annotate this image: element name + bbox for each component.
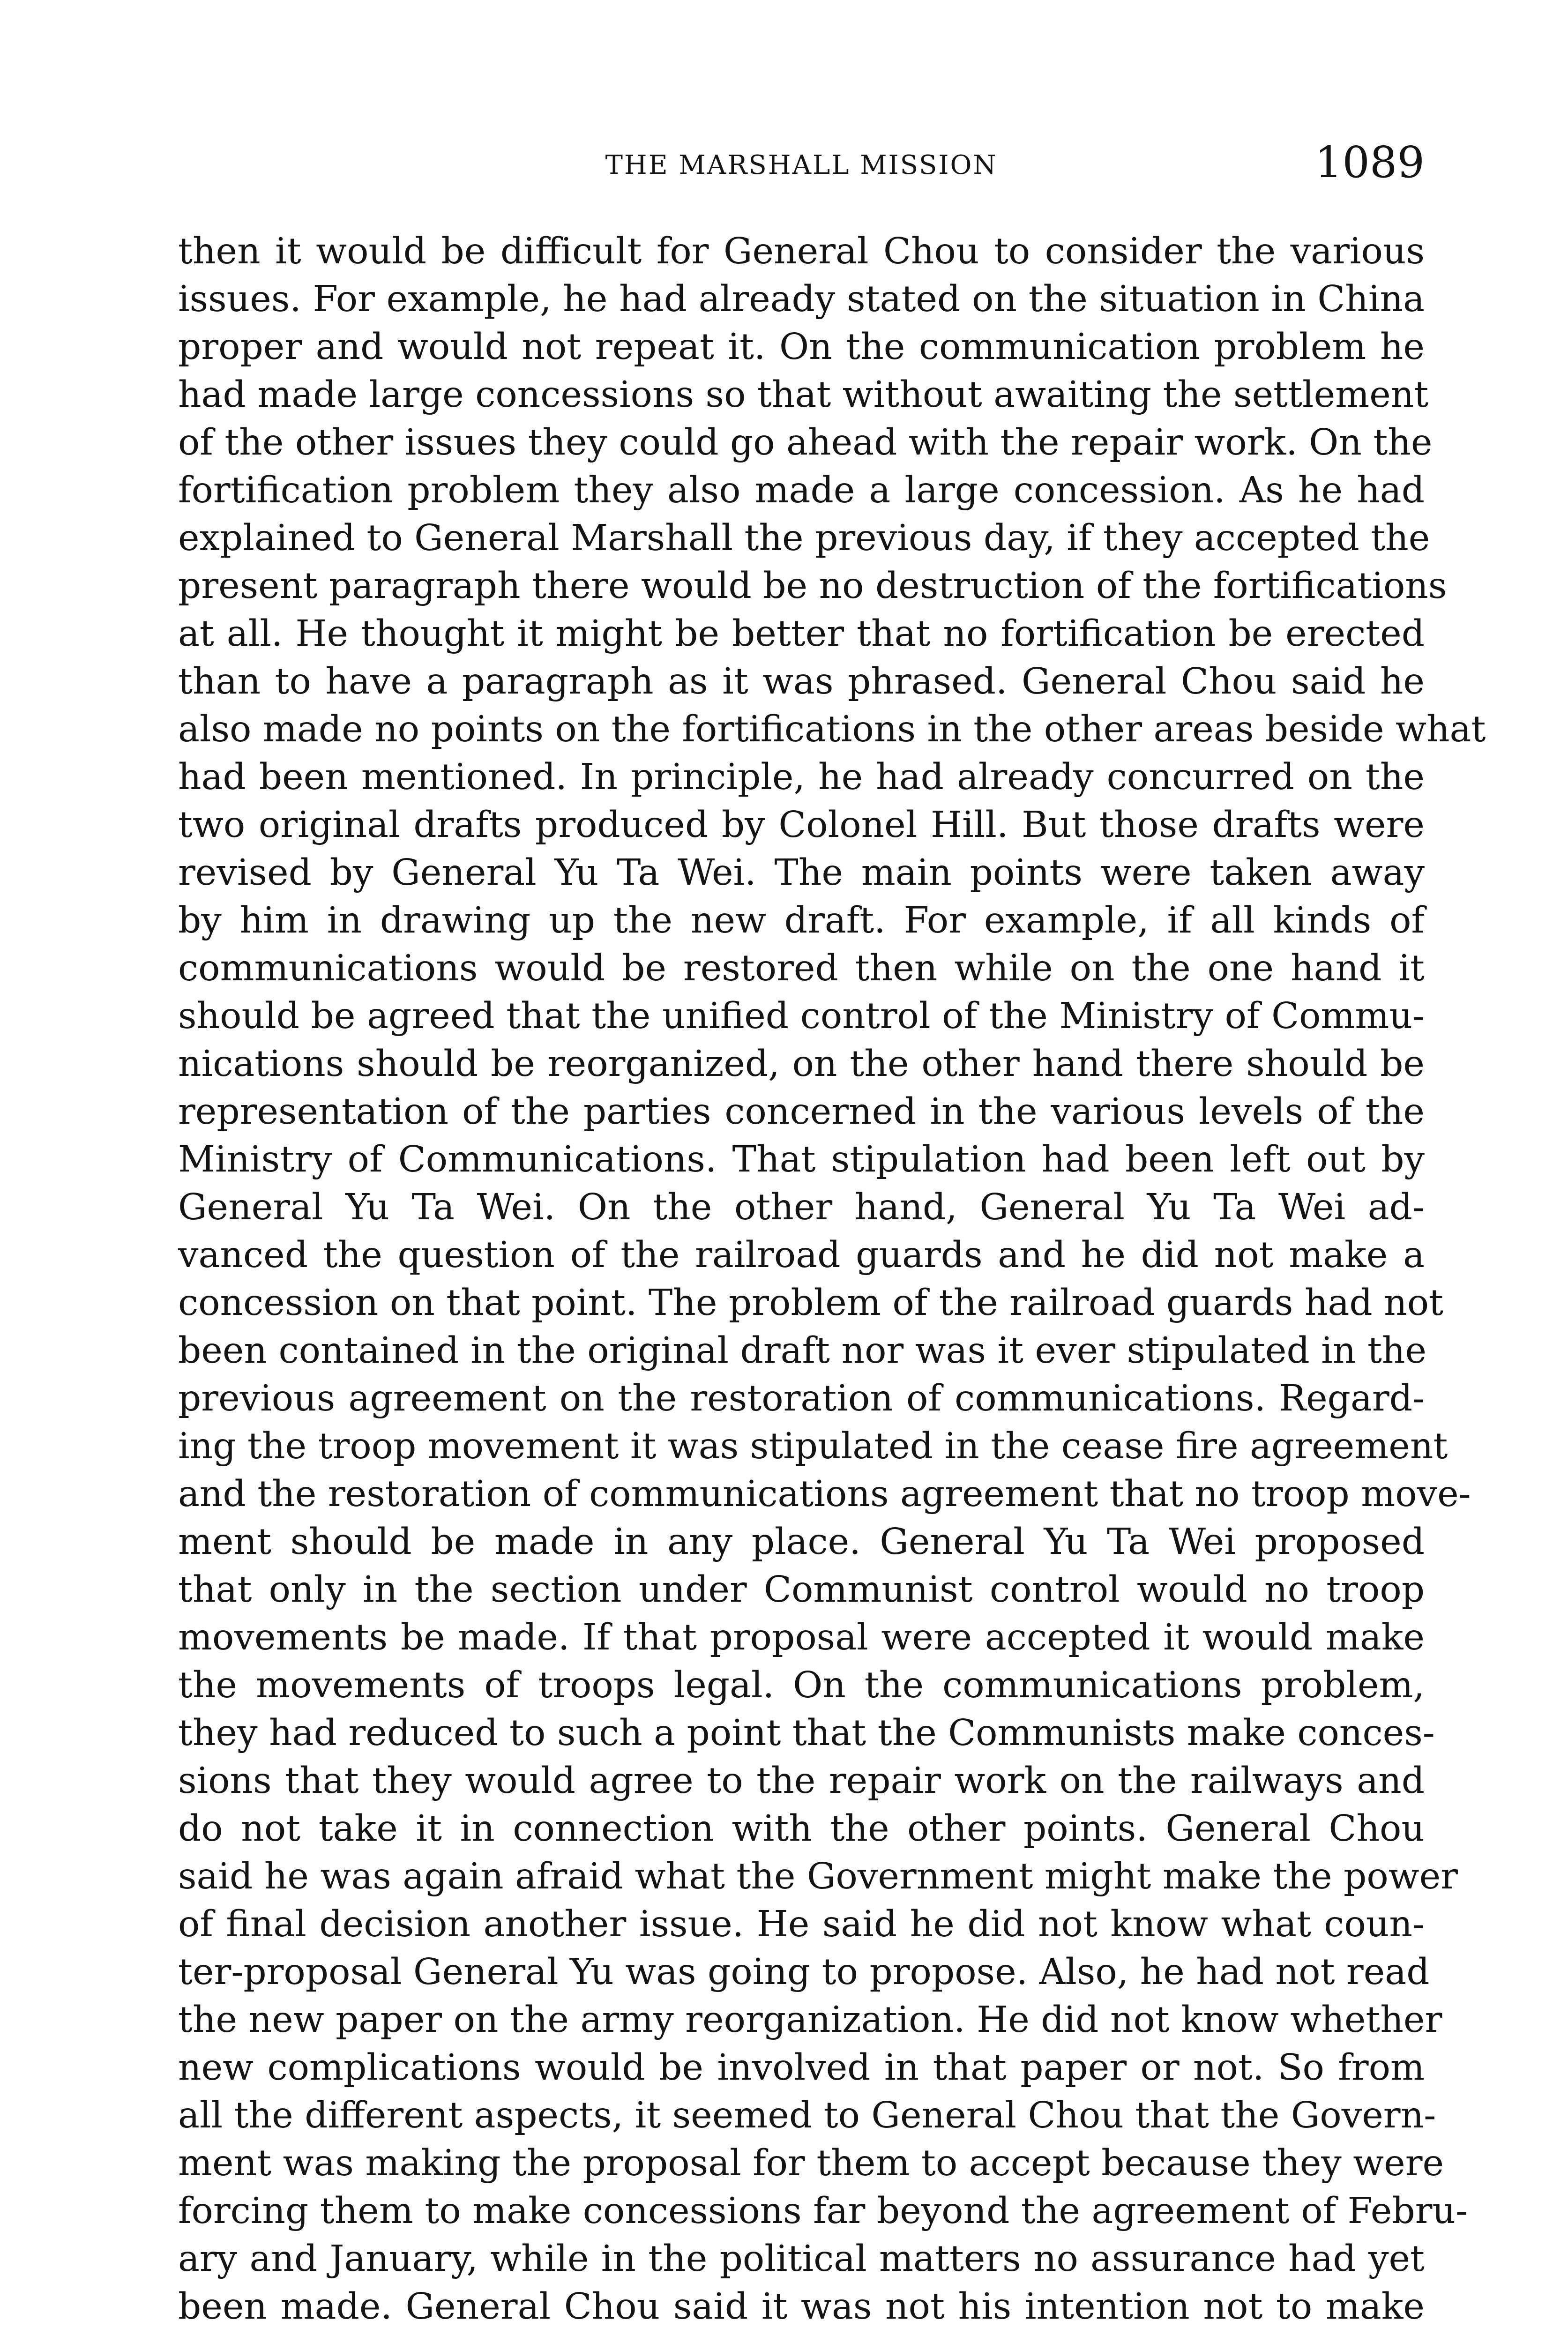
text-line: proper and would not repeat it. On the communication problem he xyxy=(178,326,1425,368)
text-line: concession on that point. The problem of the railroad guards had not xyxy=(178,1282,1444,1324)
text-line: ment was making the proposal for them to accept because they were xyxy=(178,2142,1444,2184)
text-line: ter-proposal General Yu was going to propose. Also, he had not read xyxy=(178,1951,1430,1993)
text-line: vanced the question of the railroad guards and he did not make a xyxy=(178,1234,1425,1276)
text-line: of the other issues they could go ahead with the repair work. On the xyxy=(178,422,1433,463)
text-line: nications should be reorganized, on the other hand there should be xyxy=(178,1043,1425,1085)
text-line: movements be made. If that proposal were accepted it would make xyxy=(178,1617,1425,1658)
text-line: at all. He thought it might be better that no fortification be erected xyxy=(178,613,1425,655)
text-line: also made no points on the fortifications in the other areas beside what xyxy=(178,709,1486,750)
text-line: ary and January, while in the political matters no assurance had yet xyxy=(178,2238,1425,2280)
text-line: new complications would be involved in that paper or not. So from xyxy=(178,2047,1425,2089)
text-line: fortification problem they also made a large concession. As he had xyxy=(178,470,1425,511)
text-line: by him in drawing up the new draft. For example, if all kinds of xyxy=(178,900,1425,941)
text-line: two original drafts produced by Colonel Hill. But those drafts were xyxy=(178,804,1425,846)
text-line: sions that they would agree to the repair work on the railways and xyxy=(178,1760,1425,1802)
text-line: ment should be made in any place. General Yu Ta Wei proposed xyxy=(178,1521,1425,1563)
text-line: that only in the section under Communist control would no troop xyxy=(178,1569,1425,1611)
text-line: explained to General Marshall the previous day, if they accepted the xyxy=(178,517,1430,559)
text-line: should be agreed that the unified control of the Ministry of Commu- xyxy=(178,995,1425,1037)
text-line: revised by General Yu Ta Wei. The main points were taken away xyxy=(178,852,1425,894)
text-line: and the restoration of communications agreement that no troop move- xyxy=(178,1473,1471,1515)
running-head xyxy=(178,137,1425,198)
text-line: the new paper on the army reorganization. He did not know whether xyxy=(178,1999,1442,2041)
text-line: been made. General Chou said it was not his intention not to make xyxy=(178,2286,1425,2328)
text-line: said he was again afraid what the Government might make the power xyxy=(178,1856,1458,1897)
text-line: ing the troop movement it was stipulated in the cease fire agreement xyxy=(178,1425,1448,1467)
text-line: all the different aspects, it seemed to General Chou that the Govern- xyxy=(178,2095,1436,2136)
text-line: communications would be restored then while on the one hand it xyxy=(178,948,1425,989)
text-line: had made large concessions so that without awaiting the settlement xyxy=(178,374,1429,416)
text-line: been contained in the original draft nor was it ever stipulated in the xyxy=(178,1330,1427,1372)
text-line: then it would be difficult for General Chou to consider the various xyxy=(178,231,1425,272)
text-line: they had reduced to such a point that the Communists make conces- xyxy=(178,1712,1435,1754)
text-line: issues. For example, he had already stated on the situation in China xyxy=(178,278,1425,320)
text-line: the movements of troops legal. On the communications problem, xyxy=(178,1664,1425,1706)
text-line: than to have a paragraph as it was phrased. General Chou said he xyxy=(178,661,1425,702)
text-line: previous agreement on the restoration of communications. Regard- xyxy=(178,1378,1425,1419)
page-number: 1089 xyxy=(1314,137,1425,187)
text-line: forcing them to make concessions far beyond the agreement of Febru- xyxy=(178,2190,1468,2232)
text-line: of final decision another issue. He said he did not know what coun- xyxy=(178,1903,1425,1945)
text-line: do not take it in connection with the other points. General Chou xyxy=(178,1808,1425,1850)
body-paragraph xyxy=(178,228,1486,2331)
text-line: Ministry of Communications. That stipulation had been left out by xyxy=(178,1139,1425,1180)
text-line: present paragraph there would be no destruction of the fortifications xyxy=(178,565,1447,607)
text-line: representation of the parties concerned in the various levels of the xyxy=(178,1091,1425,1133)
text-line: General Yu Ta Wei. On the other hand, General Yu Ta Wei ad- xyxy=(178,1186,1425,1228)
text-line: had been mentioned. In principle, he had already concurred on the xyxy=(178,756,1425,798)
running-title: THE MARSHALL MISSION xyxy=(605,150,998,180)
